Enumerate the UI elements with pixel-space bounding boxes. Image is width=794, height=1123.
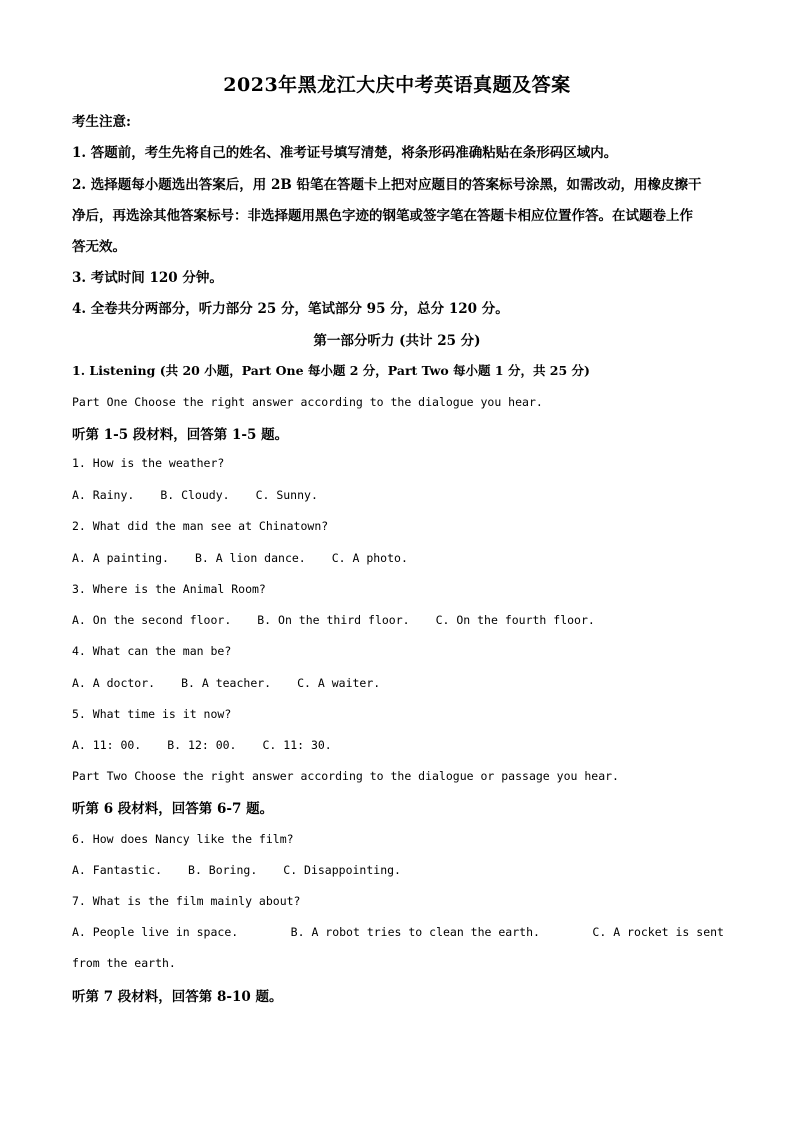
option-b: B. Cloudy. bbox=[160, 488, 230, 502]
notice-item-4: 4. 全卷共分两部分，听力部分 25 分，笔试部分 95 分，总分 120 分。 bbox=[72, 301, 509, 317]
option-a: A. Fantastic. bbox=[72, 863, 163, 877]
option-c: C. A photo. bbox=[331, 551, 408, 565]
question-2-options bbox=[72, 551, 724, 565]
question-7-options bbox=[72, 925, 724, 939]
option-b: B. A robot tries to clean the earth. bbox=[290, 925, 540, 939]
option-c: C. Sunny. bbox=[255, 488, 318, 502]
part-two-instruction: Part Two Choose the right answer according to the dialogue or passage you hear. bbox=[72, 769, 619, 783]
option-c: C. A waiter. bbox=[297, 676, 381, 690]
section-heading-6-7: 听第 6 段材料，回答第 6-7 题。 bbox=[72, 801, 274, 817]
option-a: A. A painting. bbox=[72, 551, 169, 565]
section-heading-8-10: 听第 7 段材料，回答第 8-10 题。 bbox=[72, 989, 283, 1005]
option-b: B. On the third floor. bbox=[257, 613, 410, 627]
question-1: 1. How is the weather? bbox=[72, 456, 225, 470]
notice-item-1: 1. 答题前，考生先将自己的姓名、准考证号填写清楚，将条形码准确粘贴在条形码区域内。 bbox=[72, 145, 618, 161]
option-a: A. On the second floor. bbox=[72, 613, 232, 627]
notice-item-3: 3. 考试时间 120 分钟。 bbox=[72, 270, 223, 286]
notice-heading: 考生注意: bbox=[72, 114, 131, 130]
option-a: A. Rainy. bbox=[72, 488, 135, 502]
part-one-instruction: Part One Choose the right answer according to the dialogue you hear. bbox=[72, 395, 543, 409]
question-6: 6. How does Nancy like the film? bbox=[72, 832, 294, 846]
part-one-heading: 第一部分听力 (共计 25 分) bbox=[313, 333, 481, 349]
notice-item-2-line-3: 答无效。 bbox=[72, 239, 126, 255]
option-a: A. 11: 00. bbox=[72, 738, 142, 752]
question-4-options bbox=[72, 676, 724, 690]
page-title: 2023年黑龙江大庆中考英语真题及答案 bbox=[223, 74, 571, 96]
option-c: C. A rocket is sent bbox=[592, 925, 724, 939]
notice-item-2-line-2: 净后，再选涂其他答案标号：非选择题用黑色字迹的钢笔或签字笔在答题卡相应位置作答。在试题卷上作 bbox=[72, 208, 693, 224]
question-7: 7. What is the film mainly about? bbox=[72, 894, 301, 908]
option-a: A. People live in space. bbox=[72, 925, 239, 939]
option-a: A. A doctor. bbox=[72, 676, 156, 690]
question-4: 4. What can the man be? bbox=[72, 644, 232, 658]
question-6-options bbox=[72, 863, 724, 877]
option-c: C. 11: 30. bbox=[262, 738, 332, 752]
option-b: B. Boring. bbox=[188, 863, 258, 877]
option-b: B. A lion dance. bbox=[194, 551, 306, 565]
question-3-options bbox=[72, 613, 724, 627]
option-c: C. Disappointing. bbox=[283, 863, 401, 877]
option-c: C. On the fourth floor. bbox=[435, 613, 595, 627]
question-2: 2. What did the man see at Chinatown? bbox=[72, 519, 329, 533]
listening-heading: 1. Listening (共 20 小题，Part One 每小题 2 分，Part Two 每小题 1 分，共 25 分) bbox=[72, 363, 590, 378]
question-3: 3. Where is the Animal Room? bbox=[72, 582, 266, 596]
question-1-options bbox=[72, 488, 724, 502]
section-heading-1-5: 听第 1-5 段材料，回答第 1-5 题。 bbox=[72, 427, 289, 443]
notice-item-2-line-1: 2. 选择题每小题选出答案后，用 2B 铅笔在答题卡上把对应题目的答案标号涂黑，如需改动，用橡皮擦干 bbox=[72, 177, 702, 193]
option-b: B. A teacher. bbox=[181, 676, 272, 690]
question-5: 5. What time is it now? bbox=[72, 707, 232, 721]
option-b: B. 12: 00. bbox=[167, 738, 237, 752]
question-7-option-c-continued: from the earth. bbox=[72, 956, 176, 970]
question-5-options bbox=[72, 738, 724, 752]
